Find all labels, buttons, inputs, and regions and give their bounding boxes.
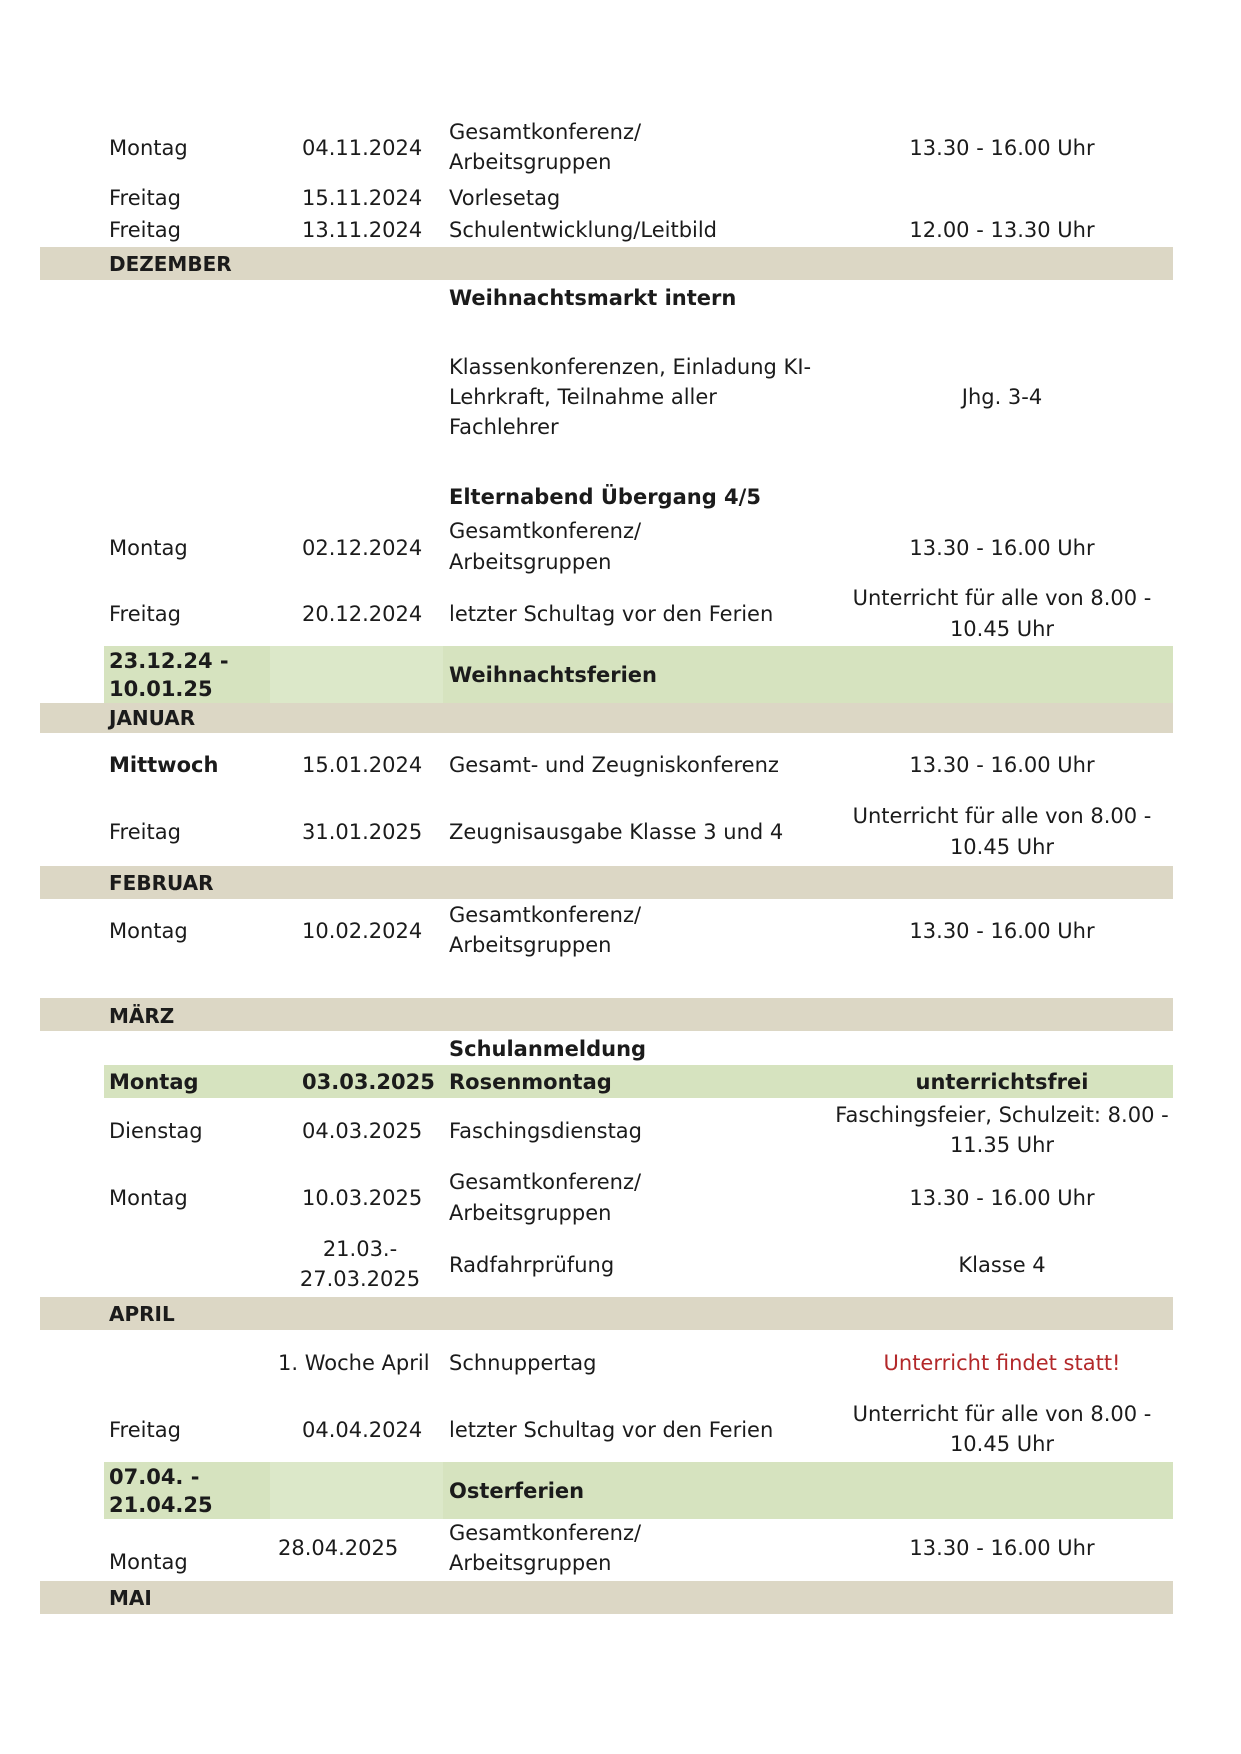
row-time: 13.30 - 16.00 Uhr: [909, 919, 1095, 943]
row-time: 11.35 Uhr: [949, 1133, 1055, 1157]
row-date: 15.11.2024: [302, 186, 423, 210]
row-date: 28.04.2025: [278, 1536, 399, 1560]
row-event: Vorlesetag: [449, 186, 561, 210]
row-event: Rosenmontag: [449, 1070, 612, 1094]
row-time: 13.30 - 16.00 Uhr: [909, 136, 1095, 160]
row-time: 13.30 - 16.00 Uhr: [909, 753, 1095, 777]
month-header-april: APRIL: [109, 1302, 175, 1326]
row-time: 10.45 Uhr: [949, 617, 1055, 641]
holiday-range: 21.04.25: [109, 1493, 213, 1517]
row-date: 20.12.2024: [302, 602, 423, 626]
row-time: Unterricht für alle von 8.00 -: [852, 804, 1152, 828]
row-date: 04.04.2024: [302, 1418, 423, 1442]
row-date: 10.03.2025: [302, 1186, 423, 1210]
row-event: Fachlehrer: [449, 415, 559, 439]
row-time: unterrichtsfrei: [915, 1070, 1089, 1094]
month-header-mai: MAI: [109, 1586, 152, 1610]
holiday-band-strip: [270, 646, 443, 703]
row-event: letzter Schultag vor den Ferien: [449, 602, 774, 626]
row-event: Gesamt- und Zeugniskonferenz: [449, 753, 779, 777]
row-day: Montag: [109, 136, 188, 160]
row-day: Montag: [109, 1186, 188, 1210]
holiday-range: 10.01.25: [109, 677, 213, 701]
row-day: Freitag: [109, 820, 181, 844]
row-time-highlight: Unterricht findet statt!: [883, 1351, 1121, 1375]
row-date: 1. Woche April: [278, 1351, 430, 1375]
row-date: 31.01.2025: [302, 820, 423, 844]
row-time: 10.45 Uhr: [949, 835, 1055, 859]
row-time: 13.30 - 16.00 Uhr: [909, 1186, 1095, 1210]
row-time: Unterricht für alle von 8.00 -: [852, 1402, 1152, 1426]
row-date: 03.03.2025: [302, 1070, 435, 1094]
row-event: Arbeitsgruppen: [449, 1551, 612, 1575]
row-time: 13.30 - 16.00 Uhr: [909, 536, 1095, 560]
row-event: Radfahrprüfung: [449, 1253, 615, 1277]
holiday-label: Osterferien: [449, 1479, 585, 1503]
event-elternabend: Elternabend Übergang 4/5: [449, 485, 761, 509]
row-event: Lehrkraft, Teilnahme aller: [449, 385, 717, 409]
row-time: 13.30 - 16.00 Uhr: [909, 1536, 1095, 1560]
row-event: Gesamtkonferenz/: [449, 1170, 642, 1194]
event-schulanmeldung: Schulanmeldung: [449, 1037, 647, 1061]
holiday-range: 23.12.24 -: [109, 649, 229, 673]
month-header-dezember: DEZEMBER: [109, 252, 232, 276]
row-event: Gesamtkonferenz/: [449, 120, 642, 144]
holiday-label: Weihnachtsferien: [449, 663, 657, 687]
row-event: Schnuppertag: [449, 1351, 597, 1375]
row-event: Arbeitsgruppen: [449, 933, 612, 957]
row-time: Unterricht für alle von 8.00 -: [852, 586, 1152, 610]
holiday-band: [104, 1462, 1173, 1519]
row-day: Freitag: [109, 602, 181, 626]
row-day: Freitag: [109, 1418, 181, 1442]
row-event: Arbeitsgruppen: [449, 550, 612, 574]
holiday-band-strip: [270, 1462, 443, 1519]
row-day: Dienstag: [109, 1119, 203, 1143]
row-date: 21.03.-: [322, 1237, 398, 1261]
row-event: Arbeitsgruppen: [449, 1201, 612, 1225]
row-day: Mittwoch: [109, 753, 219, 777]
row-day: Montag: [109, 1550, 188, 1574]
row-event: Gesamtkonferenz/: [449, 519, 642, 543]
row-time: Klasse 4: [958, 1253, 1046, 1277]
month-header-band: [40, 703, 1173, 733]
month-header-januar: JANUAR: [109, 706, 196, 730]
row-date: 04.11.2024: [302, 136, 423, 160]
row-time: Jhg. 3-4: [961, 385, 1043, 409]
row-event: letzter Schultag vor den Ferien: [449, 1418, 774, 1442]
month-header-band: [40, 998, 1173, 1031]
row-day: Montag: [109, 1070, 199, 1094]
row-day: Freitag: [109, 186, 181, 210]
row-time: Faschingsfeier, Schulzeit: 8.00 -: [835, 1103, 1169, 1127]
row-date: 04.03.2025: [302, 1119, 423, 1143]
holiday-range: 07.04. -: [109, 1465, 200, 1489]
month-header-februar: FEBRUAR: [109, 871, 214, 895]
row-time: 10.45 Uhr: [949, 1432, 1055, 1456]
row-day: Freitag: [109, 218, 181, 242]
row-time: 12.00 - 13.30 Uhr: [909, 218, 1095, 242]
row-event: Gesamtkonferenz/: [449, 903, 642, 927]
row-date: 10.02.2024: [302, 919, 423, 943]
row-event: Gesamtkonferenz/: [449, 1521, 642, 1545]
month-header-maerz: MÄRZ: [109, 1004, 175, 1028]
row-event: Klassenkonferenzen, Einladung KI-: [449, 355, 812, 379]
row-day: Montag: [109, 536, 188, 560]
row-day: Montag: [109, 919, 188, 943]
month-header-band: [40, 1297, 1173, 1330]
row-date: 02.12.2024: [302, 536, 423, 560]
row-event: Arbeitsgruppen: [449, 150, 612, 174]
row-date: 27.03.2025: [299, 1267, 421, 1291]
row-event: Faschingsdienstag: [449, 1119, 642, 1143]
row-date: 15.01.2024: [302, 753, 423, 777]
row-date: 13.11.2024: [302, 218, 423, 242]
month-header-band: [40, 1581, 1173, 1614]
event-weihnachtsmarkt: Weihnachtsmarkt intern: [449, 286, 737, 310]
row-event: Zeugnisausgabe Klasse 3 und 4: [449, 820, 784, 844]
row-event: Schulentwicklung/Leitbild: [449, 218, 718, 242]
